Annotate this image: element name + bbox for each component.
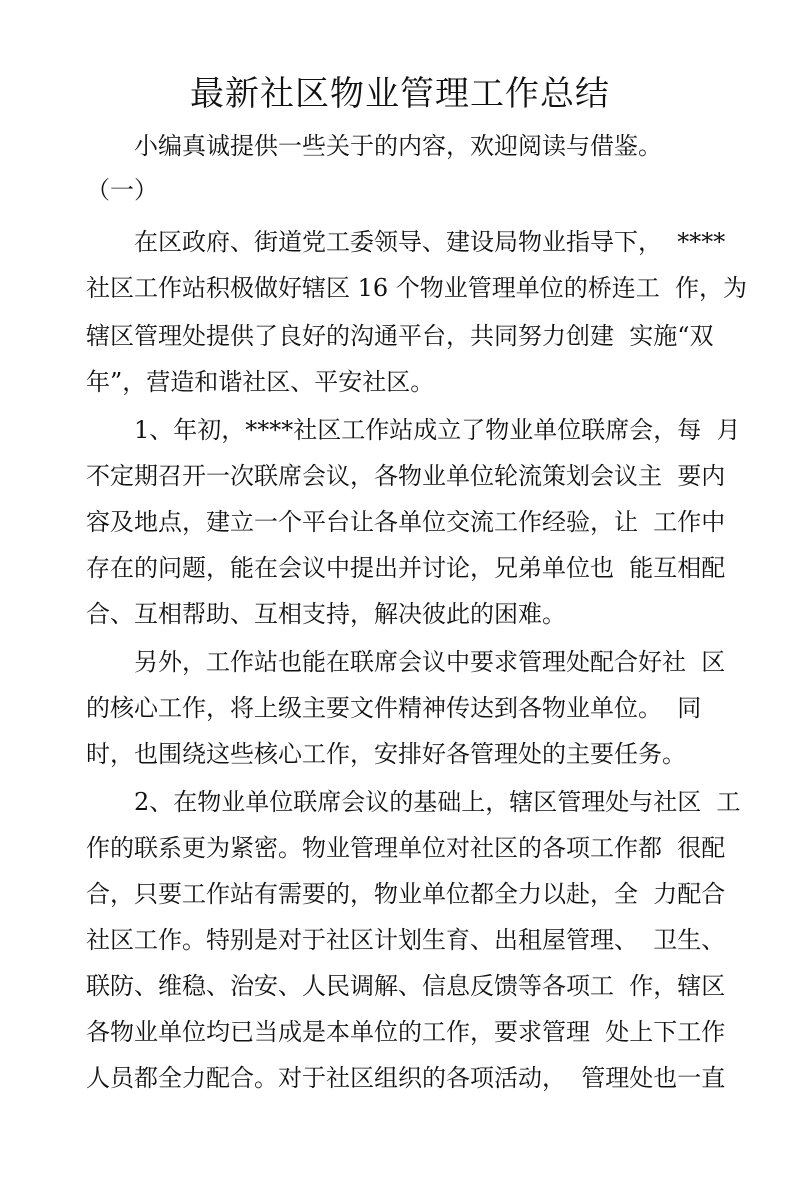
- intro-line: 小编真诚提供一些关于的内容，欢迎阅读与借鉴。: [134, 132, 662, 160]
- paragraph-line: 作的联系更为紧密。物业管理单位对社区的各项工作都 很配: [86, 834, 726, 862]
- paragraph-line: 容及地点，建立一个平台让各单位交流工作经验，让 工作中: [86, 508, 726, 536]
- paragraph-line: 合、互相帮助、互相支持，解决彼此的困难。: [86, 600, 566, 628]
- paragraph-line: 在区政府、街道党工委领导、建设局物业指导下， ****: [134, 228, 726, 256]
- section-heading: （一）: [86, 176, 158, 204]
- paragraph-line: 的核心工作，将上级主要文件精神传达到各物业单位。 同: [86, 694, 702, 722]
- paragraph-line: 另外，工作站也能在联席会议中要求管理处配合好社 区: [134, 648, 726, 676]
- paragraph-line: 社区工作。特别是对于社区计划生育、出租屋管理、 卫生、: [86, 926, 726, 954]
- paragraph-line: 年”，营造和谐社区、平安社区。: [86, 368, 435, 396]
- paragraph-line: 社区工作站积极做好辖区 16 个物业管理单位的桥连工 作，为: [86, 274, 748, 302]
- paragraph-line: 人员都全力配合。对于社区组织的各项活动， 管理处也一直: [86, 1064, 726, 1092]
- paragraph-line: 2、在物业单位联席会议的基础上，辖区管理处与社区 工: [134, 788, 741, 816]
- paragraph-line: 各物业单位均已当成是本单位的工作，要求管理 处上下工作: [86, 1018, 726, 1046]
- paragraph-line: 不定期召开一次联席会议，各物业单位轮流策划会议主 要内: [86, 462, 726, 490]
- paragraph-line: 存在的问题，能在会议中提出并讨论，兄弟单位也 能互相配: [86, 554, 726, 582]
- paragraph-line: 辖区管理处提供了良好的沟通平台，共同努力创建 实施“双: [86, 322, 714, 350]
- paragraph-line: 1、年初，****社区工作站成立了物业单位联席会，每 月: [134, 416, 741, 444]
- paragraph-line: 合，只要工作站有需要的，物业单位都全力以赴，全 力配合: [86, 880, 726, 908]
- paragraph-line: 时，也围绕这些核心工作，安排好各管理处的主要任务。: [86, 740, 686, 768]
- paragraph-line: 联防、维稳、治安、人民调解、信息反馈等各项工 作，辖区: [86, 972, 726, 1000]
- document-title: 最新社区物业管理工作总结: [190, 74, 610, 114]
